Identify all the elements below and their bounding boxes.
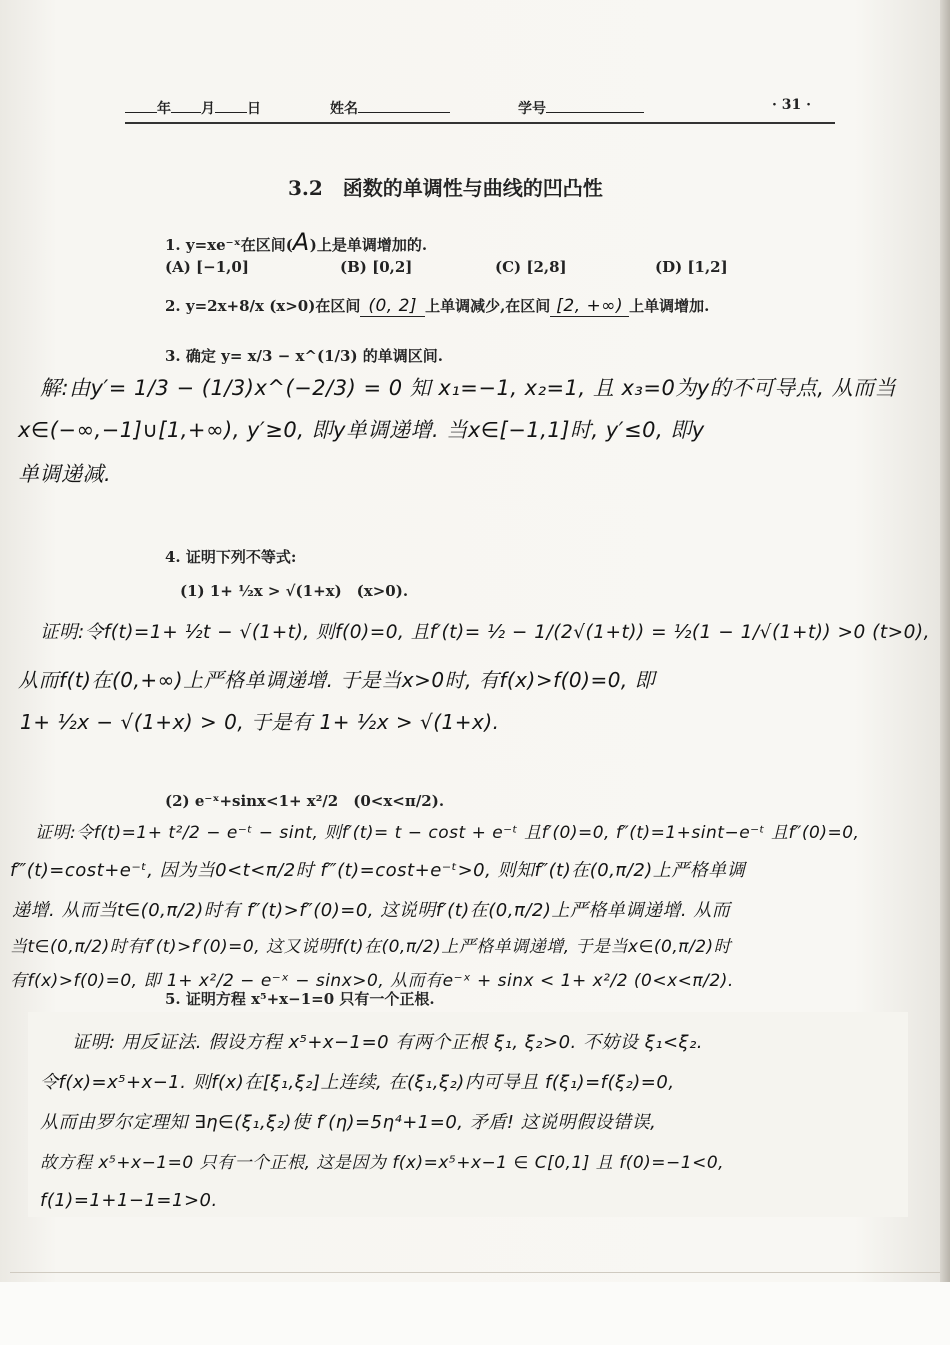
q4-part-2-proof-line-2: f‴(t)=cost+e⁻ᵗ, 因为当0<t<π/2时 f‴(t)=cost+e⁻ᵗ>0, 则知f″(t)在(0,π/2)上严格单调	[10, 860, 746, 881]
year-label: 年	[157, 101, 171, 117]
q1-option-b: (B) [0,2]	[340, 258, 413, 276]
q1-option-a: (A) [−1,0]	[165, 258, 249, 276]
date-field	[125, 98, 261, 118]
q5-proof-line-4: 故方程 x⁵+x−1=0 只有一个正根, 这是因为 f(x)=x⁵+x−1 ∈ C[0,1] 且 f(0)=−1<0,	[40, 1153, 725, 1173]
q5-proof-line-1: 证明: 用反证法. 假设方程 x⁵+x−1=0 有两个正根 ξ₁, ξ₂>0. 不妨设 ξ₁<ξ₂.	[72, 1032, 704, 1053]
q1-option-c: (C) [2,8]	[495, 258, 567, 276]
q2-blank-increasing: [2, +∞)	[550, 296, 629, 317]
q4-part-1: (1) 1+ ½x > √(1+x) (x>0).	[180, 582, 409, 600]
q5-proof-line-5: f(1)=1+1−1=1>0.	[40, 1190, 218, 1211]
day-label: 日	[247, 101, 261, 117]
student-id-label: 学号	[518, 101, 546, 117]
q4-part-1-proof-line-3: 1+ ½x − √(1+x) > 0, 于是有 1+ ½x > √(1+x).	[20, 710, 500, 734]
q3-solution-line-2: x∈(−∞,−1]∪[1,+∞), y′≥0, 即y单调递增. 当x∈[−1,1]时, y′≤0, 即y	[18, 418, 705, 442]
question-5: 5. 证明方程 x⁵+x−1=0 只有一个正根.	[165, 990, 435, 1008]
q2-mid: 上单调减少,在区间	[425, 297, 551, 315]
q1-stem-end: )上是单调增加的.	[309, 236, 428, 254]
page-number: · 31 ·	[772, 97, 811, 113]
page-bottom-rule	[10, 1272, 940, 1273]
name-field	[330, 98, 450, 118]
question-1	[165, 228, 427, 256]
q5-proof-line-2: 令f(x)=x⁵+x−1. 则f(x)在[ξ₁,ξ₂]上连续, 在(ξ₁,ξ₂)内可导且 f(ξ₁)=f(ξ₂)=0,	[40, 1072, 675, 1093]
q1-option-d: (D) [1,2]	[655, 258, 728, 276]
question-3: 3. 确定 y= x/3 − x^(1/3) 的单调区间.	[165, 347, 443, 365]
student-id-field	[518, 98, 644, 118]
q4-part-1-proof-line-2: 从而f(t)在(0,+∞)上严格单调递增. 于是当x>0时, 有f(x)>f(0)=0, 即	[18, 668, 656, 692]
month-label: 月	[201, 101, 215, 117]
header-rule	[125, 122, 835, 124]
page-edge-shadow	[940, 0, 950, 1345]
name-label: 姓名	[330, 101, 358, 117]
question-2	[165, 295, 709, 317]
page-bottom-margin	[0, 1282, 950, 1345]
section-title: 3.2 函数的单调性与曲线的凹凸性	[288, 176, 603, 200]
q4-part-2-proof-line-3: 递增. 从而当t∈(0,π/2)时有 f″(t)>f″(0)=0, 这说明f′(t)在(0,π/2)上严格单调递增. 从而	[12, 900, 731, 921]
q4-part-2: (2) e⁻ˣ+sinx<1+ x²/2 (0<x<π/2).	[165, 792, 445, 810]
q3-solution-line-1: 解:由y′= 1/3 − (1/3)x^(−2/3) = 0 知 x₁=−1, x₂=1, 且 x₃=0为y的不可导点, 从而当	[40, 376, 897, 400]
q2-end: 上单调增加.	[629, 297, 710, 315]
q4-part-2-proof-line-5: 有f(x)>f(0)=0, 即 1+ x²/2 − e⁻ˣ − sinx>0, 从而有e⁻ˣ + sinx < 1+ x²/2 (0<x<π/2).	[10, 971, 734, 991]
q4-part-2-proof-line-4: 当t∈(0,π/2)时有f′(t)>f′(0)=0, 这又说明f(t)在(0,π/2)上严格单调递增, 于是当x∈(0,π/2)时	[10, 937, 732, 957]
q2-stem: 2. y=2x+8/x (x>0)在区间	[165, 297, 361, 315]
q5-proof-line-3: 从而由罗尔定理知 ∃η∈(ξ₁,ξ₂)使 f′(η)=5η⁴+1=0, 矛盾! 这说明假设错误,	[40, 1112, 657, 1133]
q1-stem: 1. y=xe⁻ˣ在区间(	[165, 236, 293, 254]
question-4: 4. 证明下列不等式:	[165, 548, 297, 566]
q2-blank-decreasing: (0, 2]	[360, 296, 425, 317]
q4-part-1-proof-line-1: 证明:令f(t)=1+ ½t − √(1+t), 则f(0)=0, 且f′(t)= ½ − 1/(2√(1+t)) = ½(1 − 1/√(1+t)) >0 (t>0),	[40, 622, 931, 643]
q3-solution-line-3: 单调递减.	[18, 462, 112, 486]
q1-answer: A	[292, 228, 310, 256]
q4-part-2-proof-line-1: 证明:令f(t)=1+ t²/2 − e⁻ᵗ − sint, 则f′(t)= t − cost + e⁻ᵗ 且f′(0)=0, f″(t)=1+sint−e⁻ᵗ 且f″(0)=0,	[35, 823, 860, 843]
